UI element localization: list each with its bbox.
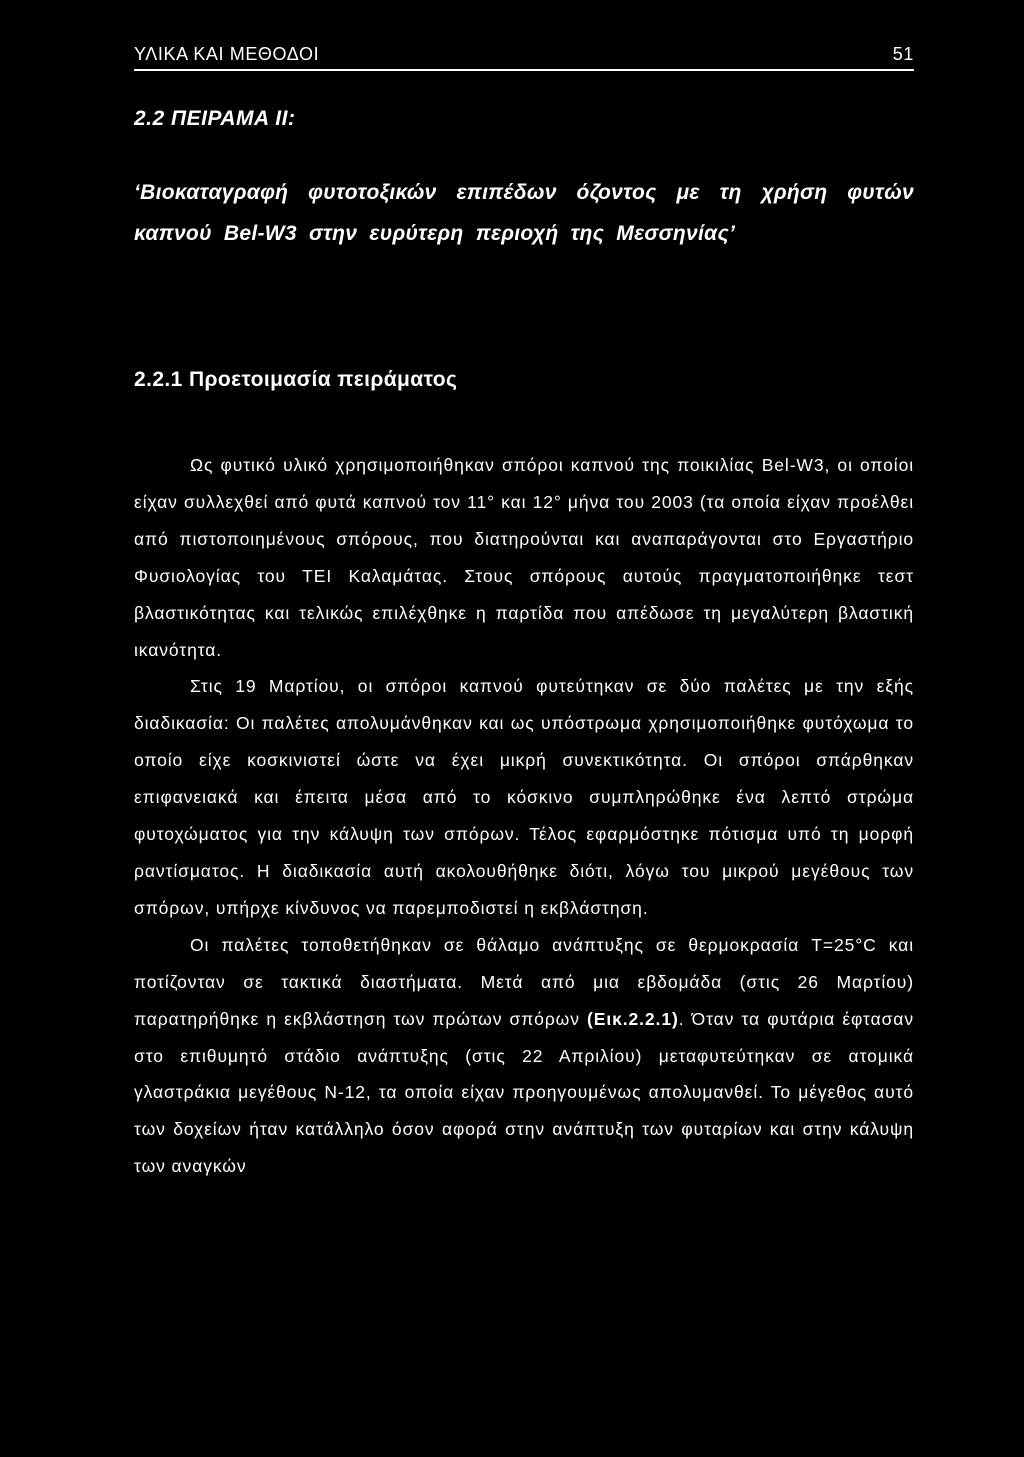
section-heading: 2.2 ΠΕΙΡΑΜΑ ΙΙ: [134,107,296,130]
figure-reference: (Εικ.2.2.1) [587,1008,679,1029]
paragraph-2: Στις 19 Μαρτίου, οι σπόροι καπνού φυτεύτηκαν σε δύο παλέτες με την εξής διαδικασία: Οι παλέτες απολυμάνθηκαν και ως υπόστρωμα χρησιμοποιήθηκε φυτόχωμα το οποίο είχε κοσκινιστεί ώστε να έχει μικρή συνεκτικότητα. Οι σπόροι σπάρθηκαν επιφανειακά και έπειτα μέσα από το κόσκινο συμπληρώθηκε ένα λεπτό στρώμα φυτοχώματος για την κάλυψη των σπόρων. Τέλος εφαρμόστηκε πότισμα υπό τη μορφή ραντίσματος. Η διαδικασία αυτή ακολουθήθηκε διότι, λόγω του μικρού μεγέθους των σπόρων, υπήρχε κίνδυνος να παρεμποδιστεί η εκβλάστηση. [134,676,914,918]
paragraph-3-text-a: Οι παλέτες τοποθετήθηκαν σε θάλαμο ανάπτυξης σε θερμοκρασία T=25°C και ποτίζονταν σε τακτικά διαστήματα. Μετά από μια εβδομάδα (στις 26 Μαρτίου) παρατηρήθηκε η εκβλάστηση των πρώτων σπόρων [134,934,914,1029]
running-header [134,44,914,71]
chapter-title: ΥΛΙΚΑ ΚΑΙ ΜΕΘΟΔΟΙ [134,44,320,64]
body-text [134,447,914,1185]
paragraph-1: Ως φυτικό υλικό χρησιμοποιήθηκαν σπόροι καπνού της ποικιλίας Bel-W3, οι οποίοι είχαν συλλεχθεί από φυτά καπνού τον 11° και 12° μήνα του 2003 (τα οποία είχαν προέλθει από πιστοποιημένους σπόρους, που διατηρούνται και αναπαράγονται στο Εργαστήριο Φυσιολογίας του ΤΕΙ Καλαμάτας. Στους σπόρους αυτούς πραγματοποιήθηκε τεστ βλαστικότητας και τελικώς επιλέχθηκε η παρτίδα που απέδωσε τη μεγαλύτερη βλαστική ικανότητα. [134,455,914,660]
subsection-heading: 2.2.1 Προετοιμασία πειράματος [134,368,458,391]
experiment-title: ‘Βιοκαταγραφή φυτοτοξικών επιπέδων όζοντος με τη χρήση φυτών καπνού Bel-W3 στην ευρύτερη περιοχή της Μεσσηνίας’ [134,181,914,245]
page-number: 51 [892,44,914,64]
paragraph-3-text-b: . Όταν τα φυτάρια έφτασαν στο επιθυμητό στάδιο ανάπτυξης (στις 22 Απριλίου) μεταφυτεύτηκαν σε ατομικά γλαστράκια μεγέθους Ν-12, τα οποία είχαν προηγουμένως απολυμανθεί. Το μέγεθος αυτό των δοχείων ήταν κατάλληλο όσον αφορά στην ανάπτυξη των φυταρίων και στην κάλυψη των αναγκών [134,1008,914,1177]
paragraph-3 [134,927,914,1185]
